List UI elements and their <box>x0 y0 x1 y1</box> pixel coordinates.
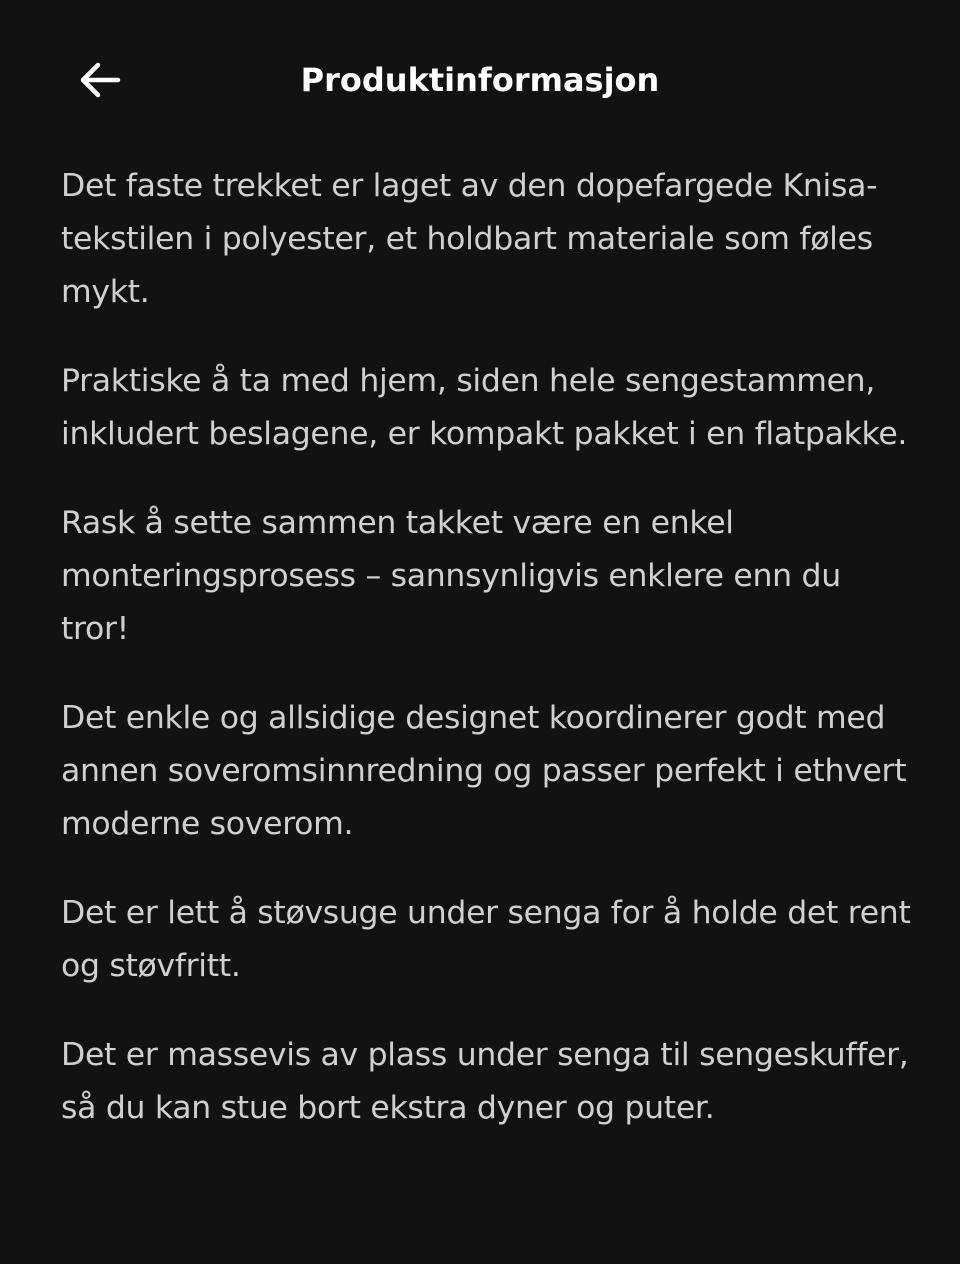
description-paragraph: Rask å sette sammen takket være en enkel monteringsprosess – sannsynligvis enklere enn du tror! <box>61 505 841 647</box>
page-title: Produktinformasjon <box>300 61 660 99</box>
description-paragraph: Det enkle og allsidige designet koordinerer godt med annen soveromsinnredning og passer perfekt i ethvert moderne soverom. <box>61 700 907 842</box>
description-paragraph: Det er lett å støvsuge under senga for å holde det rent og støvfritt. <box>61 895 911 984</box>
description-paragraph: Det er massevis av plass under senga til sengeskuffer, så du kan stue bort ekstra dyner og puter. <box>61 1037 909 1126</box>
header-bar <box>0 0 960 160</box>
description-paragraph: Det faste trekket er laget av den dopefargede Knisa-tekstilen i polyester, et holdbart materiale som føles mykt. <box>61 168 878 310</box>
product-description <box>61 160 911 1171</box>
description-paragraph: Praktiske å ta med hjem, siden hele sengestammen, inkludert beslagene, er kompakt pakket i en flatpakke. <box>61 363 908 452</box>
